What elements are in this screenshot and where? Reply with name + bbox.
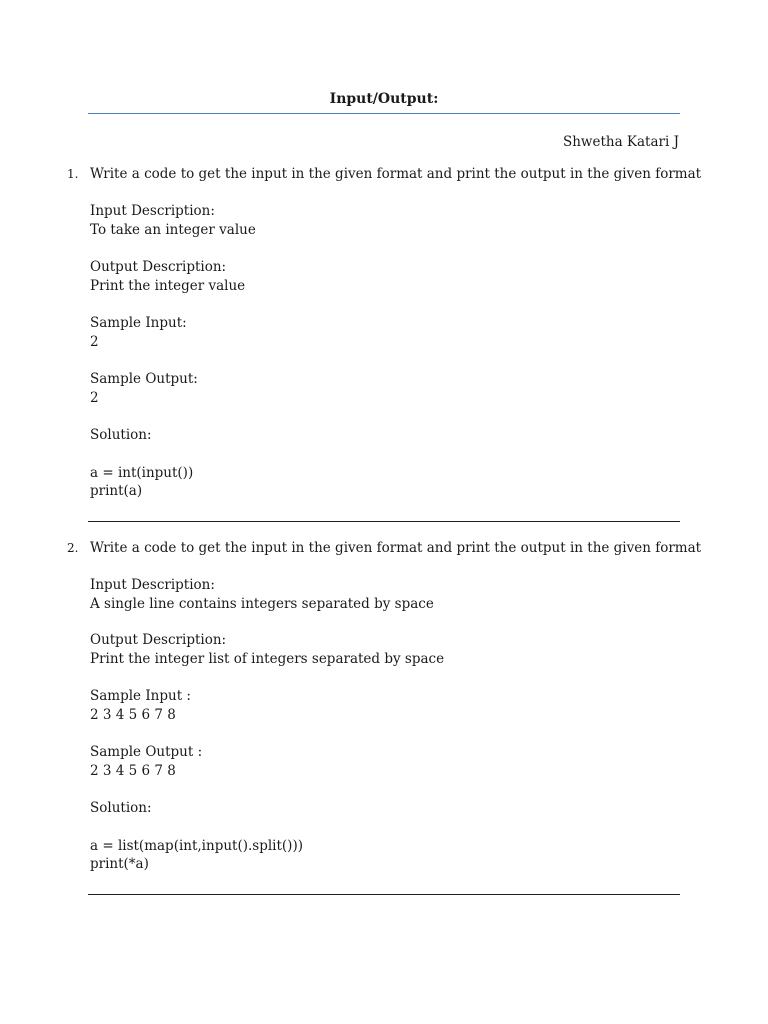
input-description-block — [90, 576, 434, 613]
input-description-text: A single line contains integers separated by space — [90, 595, 434, 612]
question-number: 2. — [67, 541, 79, 555]
question-prompt: Write a code to get the input in the given format and print the output in the given format — [90, 540, 702, 556]
sample-input-label: Sample Input : — [90, 688, 191, 704]
input-description-label: Input Description: — [90, 203, 215, 219]
sample-output-block — [90, 370, 198, 407]
output-description-label: Output Description: — [90, 632, 227, 648]
code-line: a = int(input()) — [90, 464, 194, 481]
sample-input-value: 2 3 4 5 6 7 8 — [90, 706, 176, 723]
sample-output-value: 2 — [90, 389, 99, 406]
solution-label: Solution: — [90, 800, 152, 816]
input-description-block — [90, 202, 256, 239]
output-description-block — [90, 258, 245, 295]
output-description-text: Print the integer value — [90, 277, 246, 294]
section-divider — [88, 894, 680, 895]
solution-block — [90, 426, 193, 501]
sample-output-value: 2 3 4 5 6 7 8 — [90, 762, 176, 779]
solution-label: Solution: — [90, 427, 152, 443]
sample-input-block — [90, 687, 191, 724]
solution-block — [90, 799, 303, 874]
sample-output-label: Sample Output : — [90, 744, 203, 760]
output-description-text: Print the integer list of integers separated by space — [90, 650, 445, 667]
sample-input-value: 2 — [90, 333, 99, 350]
code-line: print(a) — [90, 483, 143, 499]
input-description-label: Input Description: — [90, 577, 215, 593]
sample-output-block — [90, 743, 202, 780]
section-divider — [88, 521, 680, 522]
question-prompt: Write a code to get the input in the given format and print the output in the given format — [90, 166, 702, 182]
sample-output-label: Sample Output: — [90, 371, 198, 387]
output-description-label: Output Description: — [90, 259, 227, 275]
output-description-block — [90, 631, 444, 668]
sample-input-block — [90, 314, 187, 351]
title-underline — [88, 113, 680, 114]
code-line: a = list(map(int,input().split())) — [90, 837, 303, 854]
code-line: print(*a) — [90, 856, 149, 872]
question-number: 1. — [67, 167, 79, 181]
sample-input-label: Sample Input: — [90, 315, 187, 331]
input-description-text: To take an integer value — [90, 221, 256, 238]
page-title: Input/Output: — [329, 91, 439, 107]
author-name: Shwetha Katari J — [562, 134, 679, 150]
